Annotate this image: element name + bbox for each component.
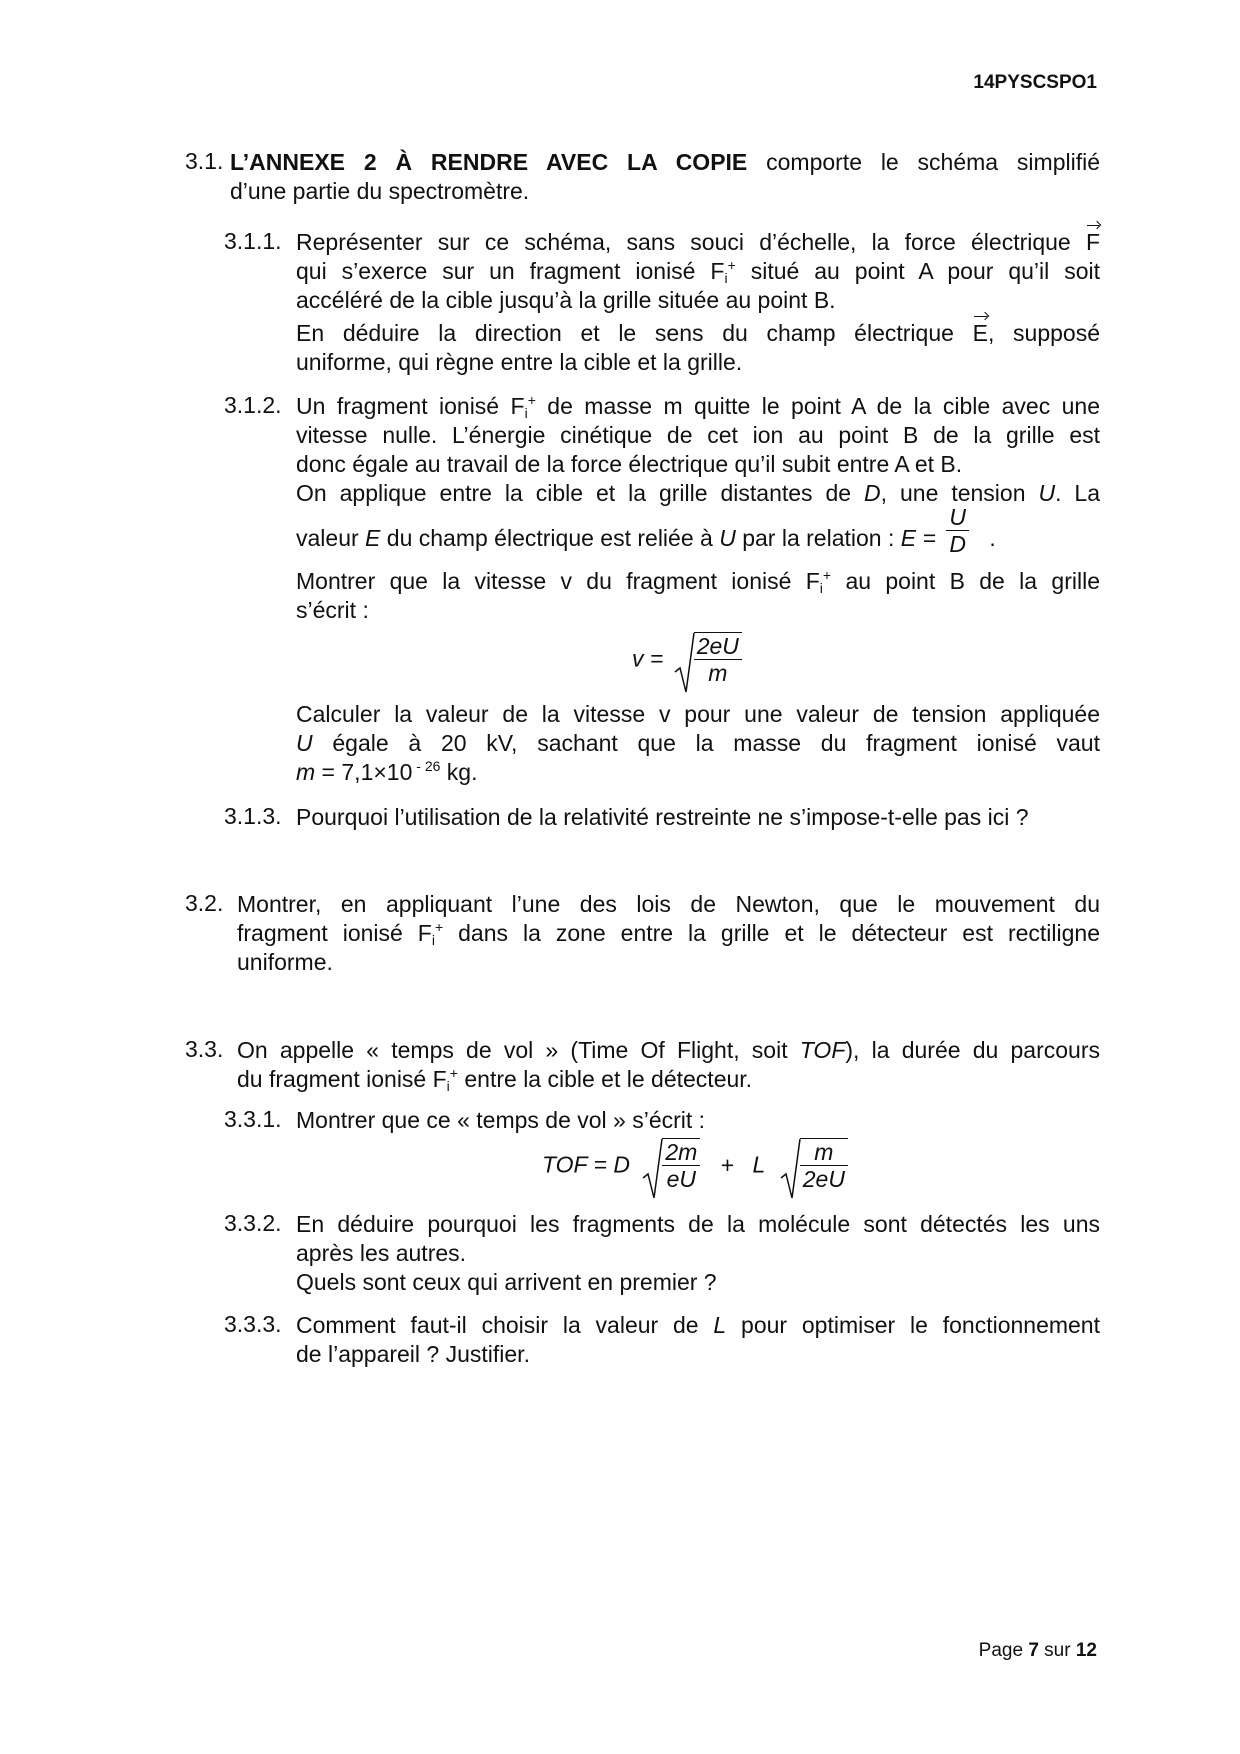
item-3-1-2-text-c [296, 700, 1100, 787]
item-3-1-2-line4a: On applique entre la cible et la grille distantes de [296, 480, 865, 506]
page-footer [979, 1640, 1097, 1662]
sqrt-sign [674, 632, 742, 686]
item-number-3-3-2: 3.3.2. [224, 1210, 282, 1236]
section-3-2-line1: Montrer, en appliquant l’une des lois de Newton, que le mouvement du [237, 891, 1100, 917]
item-3-1-1-line4: En déduire la direction et le sens du champ électrique [296, 320, 954, 346]
fraction-numerator: 2eU [694, 633, 742, 660]
tof-formula [542, 1138, 848, 1192]
mass-unit: kg. [440, 759, 478, 785]
item-3-1-1-line5: uniforme, qui règne entre la cible et la grille. [296, 349, 743, 375]
relation-text-c: par la relation : [735, 525, 901, 551]
fraction-denominator: m [708, 660, 728, 686]
superscript-plus: + [527, 392, 536, 408]
item-3-1-1-text [296, 228, 1100, 377]
subscript-i: i [524, 405, 528, 421]
symbol-D: D [864, 480, 881, 506]
relation-dot: . [989, 525, 996, 551]
symbol-U: U [1038, 480, 1056, 506]
item-3-1-2-line9: égale à 20 kV, sachant que la masse du fragment ionisé vaut [312, 730, 1100, 756]
annex-bold-label: L’ANNEXE 2 À RENDRE AVEC LA COPIE [230, 149, 748, 175]
item-3-1-2-text-b [296, 567, 1100, 625]
item-3-1-3-text: Pourquoi l’utilisation de la relativité restreinte ne s’impose-t-elle pas ici ? [296, 804, 1029, 830]
item-3-1-2-relation-line [296, 504, 1100, 557]
item-3-1-2-line2: vitesse nulle. L’énergie cinétique de cet ion au point B de la grille est [296, 422, 1100, 448]
item-3-1-2-line3: donc égale au travail de la force électrique qu’il subit entre A et B. [296, 451, 963, 477]
item-3-3-2-line1: En déduire pourquoi les fragments de la molécule sont détectés les uns [296, 1211, 1100, 1237]
vector-E: E [972, 320, 988, 346]
fraction-2m-over-eU [662, 1139, 700, 1192]
item-3-1-1-line2b: situé au point A pour qu’il soit [735, 258, 1100, 284]
item-3-3-2-line2: après les autres. [296, 1240, 467, 1266]
item-number-3-3-1: 3.3.1. [224, 1106, 282, 1132]
section-3-3-text [237, 1036, 1100, 1094]
section-3-2-line3: uniforme. [237, 949, 333, 975]
item-3-1-2-line6a: Montrer que la vitesse v du fragment ionisé F [296, 568, 820, 594]
item-3-3-2-text [296, 1210, 1100, 1297]
item-3-1-2-line1a: Un fragment ionisé F [296, 393, 525, 419]
fraction-denominator: D [949, 531, 966, 557]
tof-equals: TOF = D [542, 1151, 630, 1178]
relation-text-a: valeur [296, 525, 366, 551]
sqrt-sign-1 [642, 1138, 700, 1192]
item-3-3-1-text: Montrer que ce « temps de vol » s’écrit : [296, 1107, 706, 1133]
section-3-2-line2b: dans la zone entre la grille et le détecteur est rectiligne [443, 920, 1100, 946]
section-3-3-line1b: ), la durée du parcours [845, 1037, 1100, 1063]
item-3-1-1-line3: accéléré de la cible jusqu’à la grille située au point B. [296, 287, 836, 313]
fraction-denominator: 2eU [802, 1166, 845, 1192]
subscript-i: i [724, 270, 728, 286]
section-3-3-line1a: On appelle « temps de vol » (Time Of Flight, soit [237, 1037, 800, 1063]
footer-page-total: 12 [1075, 1640, 1097, 1661]
symbol-TOF: TOF [799, 1037, 846, 1063]
symbol-E: E [365, 525, 381, 551]
item-3-1-2-line7: s’écrit : [296, 597, 369, 623]
item-3-3-2-line3: Quels sont ceux qui arrivent en premier ? [296, 1269, 717, 1295]
mass-exponent: - 26 [412, 758, 441, 774]
footer-page-label: Page [978, 1640, 1029, 1661]
fraction-2eU-over-m [694, 633, 742, 686]
section-3-2-text [237, 890, 1100, 977]
radical-icon [780, 1138, 802, 1200]
footer-sur-label: sur [1038, 1640, 1076, 1661]
velocity-formula [632, 632, 742, 686]
subscript-i: i [431, 932, 435, 948]
fraction-denominator: eU [666, 1166, 697, 1192]
radical-icon [642, 1138, 664, 1200]
plus-sign: + [720, 1151, 735, 1178]
fraction-numerator: 2m [662, 1139, 700, 1166]
item-number-3-1-3: 3.1.3. [224, 803, 282, 829]
subscript-i: i [819, 580, 823, 596]
section-3-3-line2a: du fragment ionisé F [237, 1066, 447, 1092]
relation-text-b: du champ électrique est reliée à [380, 525, 720, 551]
item-3-1-2-line6b: au point B de la grille [831, 568, 1100, 594]
item-3-1-1-line1: Représenter sur ce schéma, sans souci d’échelle, la force électrique [296, 229, 1071, 255]
section-3-1-text [230, 148, 1100, 206]
item-number-3-1-2: 3.1.2. [224, 392, 282, 418]
item-number-3-3-3: 3.3.3. [224, 1311, 282, 1337]
symbol-U: U [719, 525, 736, 551]
item-3-1-1-line4b: , supposé [987, 320, 1101, 346]
superscript-plus: + [434, 919, 444, 935]
subscript-i: i [446, 1078, 450, 1094]
fraction-U-over-D [946, 504, 969, 557]
radical-icon [674, 632, 696, 694]
section-3-1-line1: comporte le schéma simplifié [747, 149, 1100, 175]
sqrt-sign-2 [780, 1138, 848, 1192]
symbol-U: U [296, 730, 313, 756]
item-3-1-2-line1b: de masse m quitte le point A de la cible avec une [535, 393, 1100, 419]
item-3-1-2-line4b: , une tension [880, 480, 1039, 506]
section-3-2-line2a: fragment ionisé F [237, 920, 432, 946]
superscript-plus: + [727, 257, 736, 273]
superscript-plus: + [449, 1065, 458, 1081]
section-3-1-line2: d’une partie du spectromètre. [230, 178, 530, 204]
vector-F: F [1085, 229, 1100, 255]
item-3-1-2-line4c: . La [1055, 480, 1100, 506]
symbol-m: m [296, 759, 316, 785]
footer-page-number: 7 [1028, 1640, 1039, 1661]
symbol-L: L [713, 1312, 727, 1338]
section-3-3-line2b: entre la cible et le détecteur. [457, 1066, 753, 1092]
symbol-L: L [752, 1151, 766, 1178]
fraction-m-over-2eU [800, 1139, 848, 1192]
item-3-1-1-line2a: qui s’exerce sur un fragment ionisé F [296, 258, 725, 284]
section-number-3-3: 3.3. [185, 1036, 224, 1062]
item-3-3-3-line1b: pour optimiser le fonctionnement [726, 1312, 1100, 1338]
item-3-3-3-line2: de l’appareil ? Justifier. [296, 1341, 530, 1367]
item-number-3-1-1: 3.1.1. [224, 228, 282, 254]
document-code: 14PYSCSPO1 [973, 72, 1097, 93]
item-3-1-2-line8: Calculer la valeur de la vitesse v pour une valeur de tension appliquée [296, 701, 1100, 727]
section-number-3-2: 3.2. [185, 890, 224, 916]
superscript-plus: + [822, 567, 832, 583]
fraction-numerator: m [800, 1139, 848, 1166]
item-3-1-2-text [296, 392, 1100, 508]
mass-value: = 7,1×10 [315, 759, 413, 785]
item-3-3-3-line1a: Comment faut-il choisir la valeur de [296, 1312, 714, 1338]
equation-E-equals: E = [900, 525, 936, 551]
fraction-numerator: U [946, 504, 969, 531]
item-3-3-3-text [296, 1311, 1100, 1369]
velocity-equals: v = [632, 645, 664, 672]
section-number-3-1: 3.1. [185, 148, 224, 174]
